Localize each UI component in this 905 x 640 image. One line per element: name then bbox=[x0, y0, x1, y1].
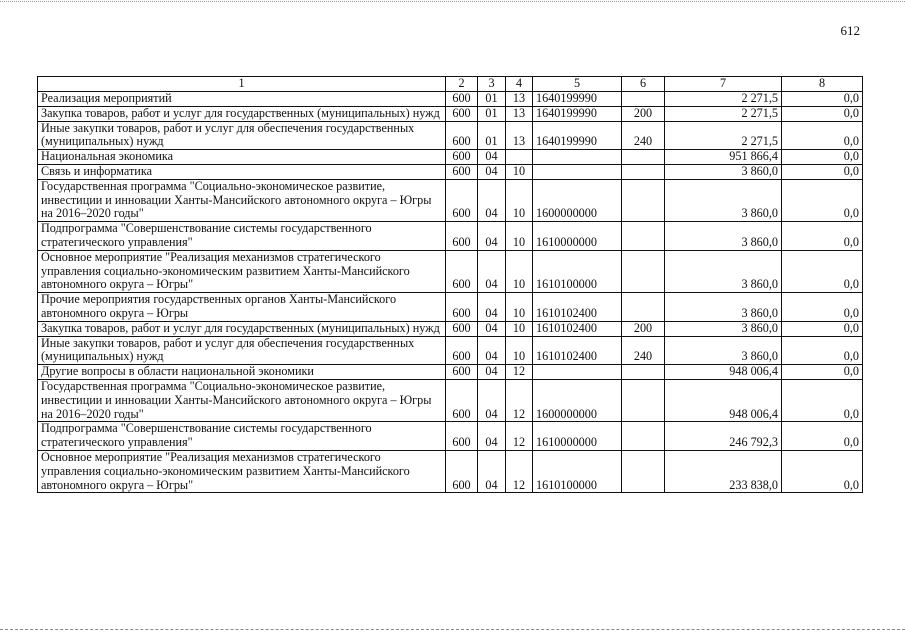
target-article-cell bbox=[533, 150, 622, 165]
subvention-amount-cell: 0,0 bbox=[782, 336, 863, 365]
expense-type-cell: 240 bbox=[622, 336, 665, 365]
grbs-cell: 600 bbox=[446, 379, 478, 421]
grbs-cell: 600 bbox=[446, 422, 478, 451]
table-row bbox=[38, 92, 863, 107]
section-cell: 04 bbox=[478, 150, 506, 165]
expense-type-cell bbox=[622, 422, 665, 451]
scan-top-edge bbox=[0, 1, 905, 2]
grbs-cell: 600 bbox=[446, 164, 478, 179]
section-cell: 01 bbox=[478, 106, 506, 121]
amount-cell: 3 860,0 bbox=[665, 179, 782, 221]
subvention-amount-cell: 0,0 bbox=[782, 150, 863, 165]
table-row bbox=[38, 321, 863, 336]
expense-type-cell bbox=[622, 365, 665, 380]
table-row bbox=[38, 121, 863, 150]
amount-cell: 3 860,0 bbox=[665, 250, 782, 292]
target-article-cell: 1610102400 bbox=[533, 321, 622, 336]
column-header: 7 bbox=[665, 77, 782, 92]
target-article-cell: 1600000000 bbox=[533, 379, 622, 421]
column-header: 1 bbox=[38, 77, 446, 92]
target-article-cell: 1640199990 bbox=[533, 121, 622, 150]
section-cell: 04 bbox=[478, 164, 506, 179]
row-name-cell: Связь и информатика bbox=[38, 164, 446, 179]
subvention-amount-cell: 0,0 bbox=[782, 106, 863, 121]
amount-cell: 3 860,0 bbox=[665, 336, 782, 365]
target-article-cell: 1600000000 bbox=[533, 179, 622, 221]
table-row bbox=[38, 422, 863, 451]
row-name-cell: Основное мероприятие "Реализация механизмов стратегического управления социально-экономическим развитием Ханты-Мансийского автономного округа – Югры" bbox=[38, 250, 446, 292]
table-row bbox=[38, 222, 863, 251]
table-row bbox=[38, 379, 863, 421]
column-header: 2 bbox=[446, 77, 478, 92]
subsection-cell: 12 bbox=[506, 365, 533, 380]
row-name-cell: Закупка товаров, работ и услуг для государственных (муниципальных) нужд bbox=[38, 321, 446, 336]
expense-type-cell bbox=[622, 92, 665, 107]
row-name-cell: Иные закупки товаров, работ и услуг для обеспечения государственных (муниципальных) нужд bbox=[38, 336, 446, 365]
expense-type-cell bbox=[622, 250, 665, 292]
target-article-cell bbox=[533, 365, 622, 380]
scan-bottom-edge bbox=[0, 629, 905, 630]
subvention-amount-cell: 0,0 bbox=[782, 164, 863, 179]
grbs-cell: 600 bbox=[446, 121, 478, 150]
table-row bbox=[38, 164, 863, 179]
table-header-row bbox=[38, 77, 863, 92]
column-header: 8 bbox=[782, 77, 863, 92]
expense-type-cell bbox=[622, 150, 665, 165]
target-article-cell: 1640199990 bbox=[533, 106, 622, 121]
section-cell: 04 bbox=[478, 450, 506, 492]
subsection-cell: 12 bbox=[506, 379, 533, 421]
amount-cell: 3 860,0 bbox=[665, 321, 782, 336]
expense-type-cell: 200 bbox=[622, 321, 665, 336]
row-name-cell: Государственная программа "Социально-экономическое развитие, инвестиции и инновации Ханты-Мансийского автономного округа – Югры на 2016–2020 годы" bbox=[38, 379, 446, 421]
subvention-amount-cell: 0,0 bbox=[782, 121, 863, 150]
table-row bbox=[38, 250, 863, 292]
table-body bbox=[38, 92, 863, 493]
target-article-cell bbox=[533, 164, 622, 179]
subvention-amount-cell: 0,0 bbox=[782, 92, 863, 107]
expense-type-cell bbox=[622, 222, 665, 251]
amount-cell: 951 866,4 bbox=[665, 150, 782, 165]
amount-cell: 2 271,5 bbox=[665, 92, 782, 107]
expense-type-cell bbox=[622, 379, 665, 421]
column-header: 6 bbox=[622, 77, 665, 92]
grbs-cell: 600 bbox=[446, 336, 478, 365]
grbs-cell: 600 bbox=[446, 179, 478, 221]
expense-type-cell: 240 bbox=[622, 121, 665, 150]
column-header: 4 bbox=[506, 77, 533, 92]
row-name-cell: Государственная программа "Социально-экономическое развитие, инвестиции и инновации Ханты-Мансийского автономного округа – Югры на 2016–2020 годы" bbox=[38, 179, 446, 221]
subsection-cell: 12 bbox=[506, 450, 533, 492]
amount-cell: 246 792,3 bbox=[665, 422, 782, 451]
target-article-cell: 1610102400 bbox=[533, 293, 622, 322]
expense-type-cell: 200 bbox=[622, 106, 665, 121]
subsection-cell: 12 bbox=[506, 422, 533, 451]
budget-table bbox=[37, 76, 863, 493]
section-cell: 01 bbox=[478, 121, 506, 150]
table-row bbox=[38, 293, 863, 322]
section-cell: 04 bbox=[478, 336, 506, 365]
grbs-cell: 600 bbox=[446, 321, 478, 336]
row-name-cell: Основное мероприятие "Реализация механизмов стратегического управления социально-экономическим развитием Ханты-Мансийского автономного округа – Югры" bbox=[38, 450, 446, 492]
page-number: 612 bbox=[840, 23, 860, 38]
section-cell: 04 bbox=[478, 293, 506, 322]
subsection-cell: 10 bbox=[506, 321, 533, 336]
target-article-cell: 1640199990 bbox=[533, 92, 622, 107]
subsection-cell: 13 bbox=[506, 106, 533, 121]
section-cell: 04 bbox=[478, 365, 506, 380]
section-cell: 04 bbox=[478, 250, 506, 292]
table-row bbox=[38, 450, 863, 492]
column-header: 3 bbox=[478, 77, 506, 92]
amount-cell: 233 838,0 bbox=[665, 450, 782, 492]
row-name-cell: Иные закупки товаров, работ и услуг для обеспечения государственных (муниципальных) нужд bbox=[38, 121, 446, 150]
subsection-cell: 10 bbox=[506, 164, 533, 179]
expense-type-cell bbox=[622, 164, 665, 179]
section-cell: 04 bbox=[478, 422, 506, 451]
grbs-cell: 600 bbox=[446, 106, 478, 121]
section-cell: 04 bbox=[478, 321, 506, 336]
subvention-amount-cell: 0,0 bbox=[782, 365, 863, 380]
grbs-cell: 600 bbox=[446, 150, 478, 165]
table-row bbox=[38, 179, 863, 221]
subsection-cell bbox=[506, 150, 533, 165]
subvention-amount-cell: 0,0 bbox=[782, 450, 863, 492]
subsection-cell: 10 bbox=[506, 222, 533, 251]
subvention-amount-cell: 0,0 bbox=[782, 179, 863, 221]
row-name-cell: Национальная экономика bbox=[38, 150, 446, 165]
subvention-amount-cell: 0,0 bbox=[782, 321, 863, 336]
grbs-cell: 600 bbox=[446, 293, 478, 322]
amount-cell: 2 271,5 bbox=[665, 106, 782, 121]
expense-type-cell bbox=[622, 450, 665, 492]
expense-type-cell bbox=[622, 179, 665, 221]
grbs-cell: 600 bbox=[446, 250, 478, 292]
amount-cell: 3 860,0 bbox=[665, 293, 782, 322]
row-name-cell: Реализация мероприятий bbox=[38, 92, 446, 107]
subvention-amount-cell: 0,0 bbox=[782, 379, 863, 421]
subsection-cell: 13 bbox=[506, 121, 533, 150]
table-row bbox=[38, 365, 863, 380]
subvention-amount-cell: 0,0 bbox=[782, 422, 863, 451]
amount-cell: 3 860,0 bbox=[665, 164, 782, 179]
row-name-cell: Закупка товаров, работ и услуг для государственных (муниципальных) нужд bbox=[38, 106, 446, 121]
table-row bbox=[38, 106, 863, 121]
amount-cell: 2 271,5 bbox=[665, 121, 782, 150]
grbs-cell: 600 bbox=[446, 92, 478, 107]
target-article-cell: 1610100000 bbox=[533, 450, 622, 492]
subsection-cell: 10 bbox=[506, 293, 533, 322]
section-cell: 01 bbox=[478, 92, 506, 107]
subsection-cell: 10 bbox=[506, 179, 533, 221]
subsection-cell: 13 bbox=[506, 92, 533, 107]
column-header: 5 bbox=[533, 77, 622, 92]
row-name-cell: Другие вопросы в области национальной экономики bbox=[38, 365, 446, 380]
target-article-cell: 1610100000 bbox=[533, 250, 622, 292]
section-cell: 04 bbox=[478, 222, 506, 251]
grbs-cell: 600 bbox=[446, 450, 478, 492]
section-cell: 04 bbox=[478, 179, 506, 221]
expense-type-cell bbox=[622, 293, 665, 322]
grbs-cell: 600 bbox=[446, 365, 478, 380]
amount-cell: 948 006,4 bbox=[665, 365, 782, 380]
target-article-cell: 1610000000 bbox=[533, 222, 622, 251]
row-name-cell: Подпрограмма "Совершенствование системы государственного стратегического управления" bbox=[38, 222, 446, 251]
grbs-cell: 600 bbox=[446, 222, 478, 251]
subsection-cell: 10 bbox=[506, 336, 533, 365]
subvention-amount-cell: 0,0 bbox=[782, 222, 863, 251]
target-article-cell: 1610102400 bbox=[533, 336, 622, 365]
table-row bbox=[38, 150, 863, 165]
row-name-cell: Подпрограмма "Совершенствование системы государственного стратегического управления" bbox=[38, 422, 446, 451]
subvention-amount-cell: 0,0 bbox=[782, 293, 863, 322]
subsection-cell: 10 bbox=[506, 250, 533, 292]
target-article-cell: 1610000000 bbox=[533, 422, 622, 451]
subvention-amount-cell: 0,0 bbox=[782, 250, 863, 292]
amount-cell: 948 006,4 bbox=[665, 379, 782, 421]
amount-cell: 3 860,0 bbox=[665, 222, 782, 251]
section-cell: 04 bbox=[478, 379, 506, 421]
row-name-cell: Прочие мероприятия государственных органов Ханты-Мансийского автономного округа – Югры bbox=[38, 293, 446, 322]
table-row bbox=[38, 336, 863, 365]
